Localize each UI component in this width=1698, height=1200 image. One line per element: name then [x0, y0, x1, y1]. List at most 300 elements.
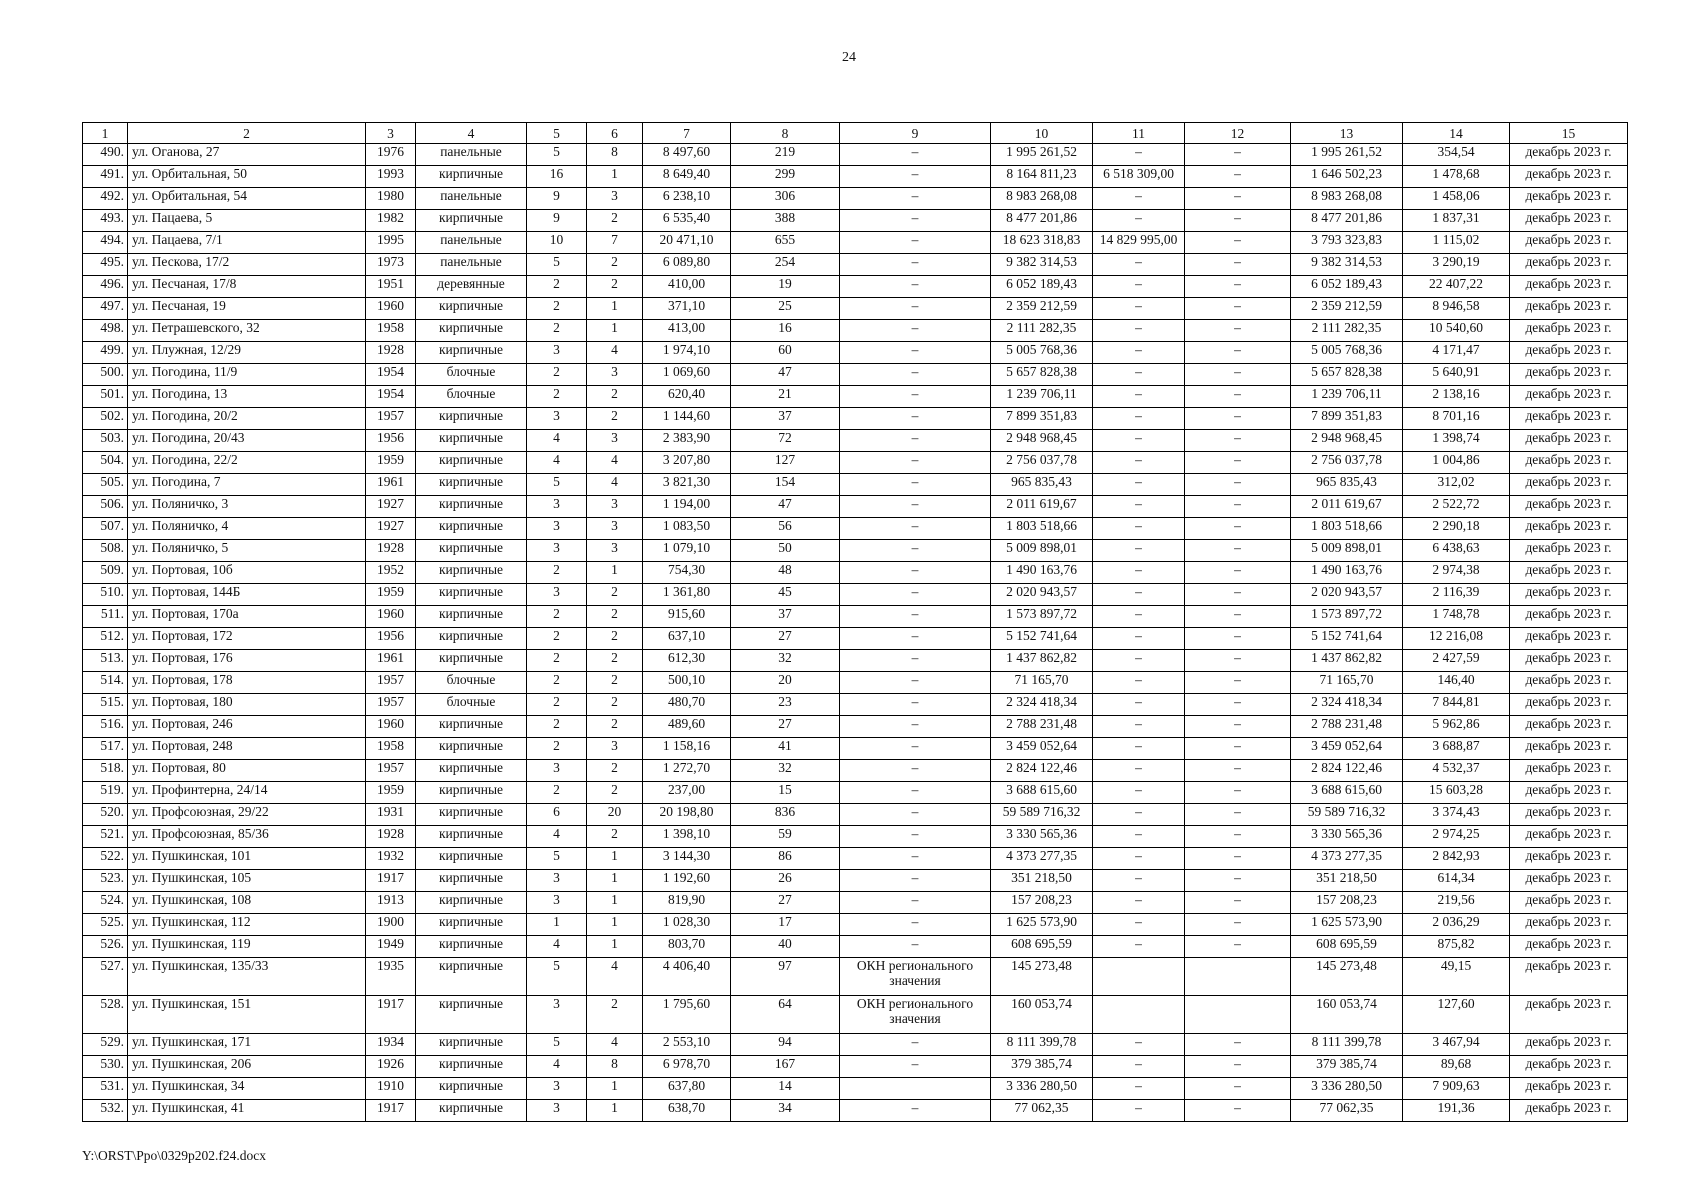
total-cost-cell: 2 824 122,46 — [991, 760, 1093, 782]
floors-cell: 4 — [527, 1056, 587, 1078]
cost-col-11-cell: – — [1093, 386, 1185, 408]
cost-col-11-cell: – — [1093, 562, 1185, 584]
cost-col-11-cell: – — [1093, 738, 1185, 760]
row-number-cell: 530. — [83, 1056, 128, 1078]
cost-per-unit-cell: 3 290,19 — [1403, 254, 1510, 276]
heritage-status-cell: – — [840, 804, 991, 826]
total-cost-cell: 1 437 862,82 — [991, 650, 1093, 672]
cost-per-unit-cell: 89,68 — [1403, 1056, 1510, 1078]
row-number-cell: 532. — [83, 1100, 128, 1122]
table-row — [83, 650, 1628, 672]
table-row — [83, 166, 1628, 188]
table-row — [83, 782, 1628, 804]
cost-col-12-cell: – — [1185, 342, 1291, 364]
cost-col-11-cell: – — [1093, 892, 1185, 914]
cost-col-11-cell: – — [1093, 144, 1185, 166]
residents-cell: 47 — [731, 496, 840, 518]
entrances-cell: 3 — [587, 188, 643, 210]
residents-cell: 45 — [731, 584, 840, 606]
residents-cell: 655 — [731, 232, 840, 254]
total-cost-cell: 2 324 418,34 — [991, 694, 1093, 716]
build-year-cell: 1928 — [366, 342, 416, 364]
cost-col-13-cell: 1 646 502,23 — [1291, 166, 1403, 188]
address-cell: ул. Пушкинская, 108 — [128, 892, 366, 914]
row-number-cell: 528. — [83, 996, 128, 1034]
build-year-cell: 1957 — [366, 694, 416, 716]
build-year-cell: 1960 — [366, 298, 416, 320]
build-year-cell: 1954 — [366, 364, 416, 386]
column-number-header: 2 — [128, 123, 366, 144]
wall-material-cell: кирпичные — [416, 452, 527, 474]
cost-col-11-cell: – — [1093, 452, 1185, 474]
deadline-cell: декабрь 2023 г. — [1510, 232, 1628, 254]
deadline-cell: декабрь 2023 г. — [1510, 936, 1628, 958]
cost-col-11-cell: – — [1093, 628, 1185, 650]
row-number-cell: 509. — [83, 562, 128, 584]
entrances-cell: 3 — [587, 430, 643, 452]
floors-cell: 3 — [527, 540, 587, 562]
address-cell: ул. Пушкинская, 105 — [128, 870, 366, 892]
heritage-status-cell: – — [840, 364, 991, 386]
heritage-status-cell: – — [840, 738, 991, 760]
area-cell: 1 079,10 — [643, 540, 731, 562]
total-cost-cell: 5 005 768,36 — [991, 342, 1093, 364]
residents-cell: 41 — [731, 738, 840, 760]
address-cell: ул. Пушкинская, 41 — [128, 1100, 366, 1122]
cost-col-11-cell: – — [1093, 760, 1185, 782]
area-cell: 2 383,90 — [643, 430, 731, 452]
deadline-cell: декабрь 2023 г. — [1510, 738, 1628, 760]
table-row — [83, 386, 1628, 408]
total-cost-cell: 18 623 318,83 — [991, 232, 1093, 254]
residents-cell: 388 — [731, 210, 840, 232]
wall-material-cell: панельные — [416, 232, 527, 254]
wall-material-cell: кирпичные — [416, 804, 527, 826]
wall-material-cell: кирпичные — [416, 298, 527, 320]
heritage-status-cell: – — [840, 826, 991, 848]
cost-per-unit-cell: 3 688,87 — [1403, 738, 1510, 760]
entrances-cell: 1 — [587, 562, 643, 584]
wall-material-cell: кирпичные — [416, 716, 527, 738]
entrances-cell: 2 — [587, 716, 643, 738]
build-year-cell: 1957 — [366, 672, 416, 694]
cost-per-unit-cell: 2 842,93 — [1403, 848, 1510, 870]
deadline-cell: декабрь 2023 г. — [1510, 694, 1628, 716]
cost-col-11-cell: – — [1093, 848, 1185, 870]
cost-col-12-cell: – — [1185, 914, 1291, 936]
residents-cell: 27 — [731, 628, 840, 650]
cost-per-unit-cell: 354,54 — [1403, 144, 1510, 166]
build-year-cell: 1982 — [366, 210, 416, 232]
heritage-status-cell: – — [840, 320, 991, 342]
cost-col-13-cell: 351 218,50 — [1291, 870, 1403, 892]
floors-cell: 2 — [527, 562, 587, 584]
area-cell: 819,90 — [643, 892, 731, 914]
cost-col-12-cell: – — [1185, 144, 1291, 166]
total-cost-cell: 1 239 706,11 — [991, 386, 1093, 408]
row-number-cell: 508. — [83, 540, 128, 562]
total-cost-cell: 9 382 314,53 — [991, 254, 1093, 276]
total-cost-cell: 2 111 282,35 — [991, 320, 1093, 342]
cost-col-11-cell: – — [1093, 650, 1185, 672]
row-number-cell: 520. — [83, 804, 128, 826]
build-year-cell: 1959 — [366, 584, 416, 606]
cost-col-12-cell: – — [1185, 188, 1291, 210]
entrances-cell: 4 — [587, 1034, 643, 1056]
deadline-cell: декабрь 2023 г. — [1510, 826, 1628, 848]
entrances-cell: 4 — [587, 342, 643, 364]
area-cell: 8 497,60 — [643, 144, 731, 166]
cost-per-unit-cell: 1 115,02 — [1403, 232, 1510, 254]
cost-col-13-cell: 1 490 163,76 — [1291, 562, 1403, 584]
area-cell: 637,10 — [643, 628, 731, 650]
heritage-status-cell: – — [840, 144, 991, 166]
floors-cell: 4 — [527, 936, 587, 958]
cost-col-11-cell: – — [1093, 540, 1185, 562]
address-cell: ул. Орбитальная, 50 — [128, 166, 366, 188]
entrances-cell: 3 — [587, 540, 643, 562]
wall-material-cell: панельные — [416, 188, 527, 210]
cost-per-unit-cell: 6 438,63 — [1403, 540, 1510, 562]
cost-per-unit-cell: 8 946,58 — [1403, 298, 1510, 320]
total-cost-cell: 4 373 277,35 — [991, 848, 1093, 870]
cost-col-12-cell: – — [1185, 672, 1291, 694]
total-cost-cell: 7 899 351,83 — [991, 408, 1093, 430]
heritage-status-cell — [840, 1078, 991, 1100]
cost-col-13-cell: 2 948 968,45 — [1291, 430, 1403, 452]
table-row — [83, 738, 1628, 760]
total-cost-cell: 5 152 741,64 — [991, 628, 1093, 650]
area-cell: 3 207,80 — [643, 452, 731, 474]
cost-col-12-cell: – — [1185, 518, 1291, 540]
total-cost-cell: 965 835,43 — [991, 474, 1093, 496]
table-row — [83, 210, 1628, 232]
row-number-cell: 525. — [83, 914, 128, 936]
cost-col-13-cell: 2 359 212,59 — [1291, 298, 1403, 320]
build-year-cell: 1928 — [366, 826, 416, 848]
wall-material-cell: кирпичные — [416, 540, 527, 562]
build-year-cell: 1958 — [366, 320, 416, 342]
entrances-cell: 2 — [587, 584, 643, 606]
build-year-cell: 1910 — [366, 1078, 416, 1100]
cost-col-12-cell: – — [1185, 232, 1291, 254]
entrances-cell: 2 — [587, 782, 643, 804]
entrances-cell: 2 — [587, 210, 643, 232]
residents-cell: 17 — [731, 914, 840, 936]
cost-col-12-cell: – — [1185, 584, 1291, 606]
deadline-cell: декабрь 2023 г. — [1510, 518, 1628, 540]
deadline-cell: декабрь 2023 г. — [1510, 166, 1628, 188]
deadline-cell: декабрь 2023 г. — [1510, 210, 1628, 232]
wall-material-cell: кирпичные — [416, 342, 527, 364]
entrances-cell: 8 — [587, 144, 643, 166]
housing-register-table — [82, 122, 1628, 1122]
cost-col-11-cell: – — [1093, 694, 1185, 716]
address-cell: ул. Орбитальная, 54 — [128, 188, 366, 210]
cost-col-13-cell: 1 803 518,66 — [1291, 518, 1403, 540]
entrances-cell: 7 — [587, 232, 643, 254]
entrances-cell: 1 — [587, 936, 643, 958]
entrances-cell: 1 — [587, 1078, 643, 1100]
heritage-status-cell: – — [840, 892, 991, 914]
row-number-cell: 531. — [83, 1078, 128, 1100]
cost-col-13-cell: 2 111 282,35 — [1291, 320, 1403, 342]
row-number-cell: 506. — [83, 496, 128, 518]
residents-cell: 32 — [731, 760, 840, 782]
column-number-header: 3 — [366, 123, 416, 144]
area-cell: 620,40 — [643, 386, 731, 408]
cost-col-13-cell: 608 695,59 — [1291, 936, 1403, 958]
residents-cell: 14 — [731, 1078, 840, 1100]
cost-per-unit-cell: 2 522,72 — [1403, 496, 1510, 518]
residents-cell: 26 — [731, 870, 840, 892]
floors-cell: 2 — [527, 364, 587, 386]
heritage-status-cell: – — [840, 914, 991, 936]
row-number-cell: 523. — [83, 870, 128, 892]
table-row — [83, 518, 1628, 540]
cost-col-12-cell: – — [1185, 848, 1291, 870]
build-year-cell: 1976 — [366, 144, 416, 166]
area-cell: 6 089,80 — [643, 254, 731, 276]
deadline-cell: декабрь 2023 г. — [1510, 452, 1628, 474]
cost-per-unit-cell: 1 004,86 — [1403, 452, 1510, 474]
floors-cell: 2 — [527, 782, 587, 804]
table-row — [83, 760, 1628, 782]
entrances-cell: 4 — [587, 958, 643, 996]
table-row — [83, 804, 1628, 826]
area-cell: 20 198,80 — [643, 804, 731, 826]
floors-cell: 4 — [527, 430, 587, 452]
cost-col-11-cell — [1093, 996, 1185, 1034]
floors-cell: 3 — [527, 584, 587, 606]
table-row — [83, 144, 1628, 166]
row-number-cell: 521. — [83, 826, 128, 848]
floors-cell: 3 — [527, 1078, 587, 1100]
address-cell: ул. Пушкинская, 119 — [128, 936, 366, 958]
build-year-cell: 1928 — [366, 540, 416, 562]
address-cell: ул. Портовая, 178 — [128, 672, 366, 694]
table-row — [83, 694, 1628, 716]
cost-col-13-cell: 1 625 573,90 — [1291, 914, 1403, 936]
cost-per-unit-cell: 2 036,29 — [1403, 914, 1510, 936]
address-cell: ул. Поляничко, 3 — [128, 496, 366, 518]
entrances-cell: 3 — [587, 518, 643, 540]
cost-col-13-cell: 71 165,70 — [1291, 672, 1403, 694]
cost-col-11-cell: – — [1093, 210, 1185, 232]
deadline-cell: декабрь 2023 г. — [1510, 672, 1628, 694]
residents-cell: 299 — [731, 166, 840, 188]
cost-per-unit-cell: 2 974,25 — [1403, 826, 1510, 848]
deadline-cell: декабрь 2023 г. — [1510, 562, 1628, 584]
build-year-cell: 1935 — [366, 958, 416, 996]
address-cell: ул. Пушкинская, 34 — [128, 1078, 366, 1100]
row-number-cell: 515. — [83, 694, 128, 716]
total-cost-cell: 3 336 280,50 — [991, 1078, 1093, 1100]
deadline-cell: декабрь 2023 г. — [1510, 540, 1628, 562]
residents-cell: 97 — [731, 958, 840, 996]
total-cost-cell: 1 803 518,66 — [991, 518, 1093, 540]
cost-col-12-cell: – — [1185, 1056, 1291, 1078]
column-number-header: 9 — [840, 123, 991, 144]
entrances-cell: 1 — [587, 870, 643, 892]
residents-cell: 64 — [731, 996, 840, 1034]
build-year-cell: 1932 — [366, 848, 416, 870]
area-cell: 1 361,80 — [643, 584, 731, 606]
cost-col-13-cell: 379 385,74 — [1291, 1056, 1403, 1078]
floors-cell: 2 — [527, 298, 587, 320]
build-year-cell: 1931 — [366, 804, 416, 826]
total-cost-cell: 3 688 615,60 — [991, 782, 1093, 804]
entrances-cell: 2 — [587, 826, 643, 848]
column-number-header: 14 — [1403, 123, 1510, 144]
cost-per-unit-cell: 10 540,60 — [1403, 320, 1510, 342]
address-cell: ул. Профсоюзная, 85/36 — [128, 826, 366, 848]
area-cell: 410,00 — [643, 276, 731, 298]
cost-col-13-cell: 1 239 706,11 — [1291, 386, 1403, 408]
heritage-status-cell: – — [840, 276, 991, 298]
row-number-cell: 499. — [83, 342, 128, 364]
cost-col-12-cell: – — [1185, 364, 1291, 386]
area-cell: 237,00 — [643, 782, 731, 804]
wall-material-cell: кирпичные — [416, 782, 527, 804]
cost-per-unit-cell: 7 909,63 — [1403, 1078, 1510, 1100]
cost-per-unit-cell: 1 478,68 — [1403, 166, 1510, 188]
row-number-cell: 517. — [83, 738, 128, 760]
table-row — [83, 474, 1628, 496]
heritage-status-cell: – — [840, 232, 991, 254]
residents-cell: 16 — [731, 320, 840, 342]
cost-col-13-cell: 3 330 565,36 — [1291, 826, 1403, 848]
floors-cell: 3 — [527, 1100, 587, 1122]
deadline-cell: декабрь 2023 г. — [1510, 870, 1628, 892]
row-number-cell: 497. — [83, 298, 128, 320]
floors-cell: 2 — [527, 276, 587, 298]
address-cell: ул. Профинтерна, 24/14 — [128, 782, 366, 804]
address-cell: ул. Пескова, 17/2 — [128, 254, 366, 276]
entrances-cell: 2 — [587, 254, 643, 276]
cost-per-unit-cell: 614,34 — [1403, 870, 1510, 892]
area-cell: 489,60 — [643, 716, 731, 738]
deadline-cell: декабрь 2023 г. — [1510, 188, 1628, 210]
cost-col-13-cell: 1 995 261,52 — [1291, 144, 1403, 166]
floors-cell: 3 — [527, 408, 587, 430]
deadline-cell: декабрь 2023 г. — [1510, 342, 1628, 364]
table-row — [83, 496, 1628, 518]
row-number-cell: 502. — [83, 408, 128, 430]
row-number-cell: 505. — [83, 474, 128, 496]
deadline-cell: декабрь 2023 г. — [1510, 254, 1628, 276]
cost-per-unit-cell: 1 837,31 — [1403, 210, 1510, 232]
cost-col-12-cell — [1185, 996, 1291, 1034]
heritage-status-cell: – — [840, 848, 991, 870]
deadline-cell: декабрь 2023 г. — [1510, 1100, 1628, 1122]
row-number-cell: 529. — [83, 1034, 128, 1056]
table-row — [83, 232, 1628, 254]
wall-material-cell: кирпичные — [416, 496, 527, 518]
address-cell: ул. Погодина, 20/2 — [128, 408, 366, 430]
residents-cell: 59 — [731, 826, 840, 848]
deadline-cell: декабрь 2023 г. — [1510, 386, 1628, 408]
cost-col-11-cell: – — [1093, 804, 1185, 826]
residents-cell: 306 — [731, 188, 840, 210]
total-cost-cell: 8 164 811,23 — [991, 166, 1093, 188]
floors-cell: 5 — [527, 848, 587, 870]
floors-cell: 2 — [527, 606, 587, 628]
wall-material-cell: кирпичные — [416, 628, 527, 650]
cost-col-12-cell: – — [1185, 870, 1291, 892]
cost-col-12-cell: – — [1185, 496, 1291, 518]
row-number-cell: 510. — [83, 584, 128, 606]
entrances-cell: 2 — [587, 694, 643, 716]
cost-col-12-cell: – — [1185, 540, 1291, 562]
cost-col-13-cell: 59 589 716,32 — [1291, 804, 1403, 826]
total-cost-cell: 8 477 201,86 — [991, 210, 1093, 232]
row-number-cell: 490. — [83, 144, 128, 166]
cost-col-11-cell: – — [1093, 1100, 1185, 1122]
cost-col-11-cell: – — [1093, 716, 1185, 738]
heritage-status-cell: – — [840, 298, 991, 320]
heritage-status-cell: – — [840, 1100, 991, 1122]
address-cell: ул. Поляничко, 5 — [128, 540, 366, 562]
floors-cell: 2 — [527, 650, 587, 672]
entrances-cell: 2 — [587, 760, 643, 782]
address-cell: ул. Профсоюзная, 29/22 — [128, 804, 366, 826]
floors-cell: 5 — [527, 144, 587, 166]
cost-col-12-cell: – — [1185, 320, 1291, 342]
residents-cell: 48 — [731, 562, 840, 584]
entrances-cell: 2 — [587, 606, 643, 628]
total-cost-cell: 379 385,74 — [991, 1056, 1093, 1078]
residents-cell: 56 — [731, 518, 840, 540]
table-row — [83, 298, 1628, 320]
heritage-status-cell: – — [840, 1056, 991, 1078]
area-cell: 8 649,40 — [643, 166, 731, 188]
entrances-cell: 2 — [587, 672, 643, 694]
area-cell: 6 535,40 — [643, 210, 731, 232]
table-row — [83, 996, 1628, 1034]
floors-cell: 9 — [527, 188, 587, 210]
entrances-cell: 2 — [587, 276, 643, 298]
address-cell: ул. Пушкинская, 135/33 — [128, 958, 366, 996]
build-year-cell: 1961 — [366, 650, 416, 672]
cost-per-unit-cell: 12 216,08 — [1403, 628, 1510, 650]
build-year-cell: 1980 — [366, 188, 416, 210]
table-row — [83, 826, 1628, 848]
column-number-header: 4 — [416, 123, 527, 144]
build-year-cell: 1927 — [366, 496, 416, 518]
row-number-cell: 511. — [83, 606, 128, 628]
area-cell: 1 069,60 — [643, 364, 731, 386]
table-row — [83, 892, 1628, 914]
deadline-cell: декабрь 2023 г. — [1510, 144, 1628, 166]
heritage-status-cell: – — [840, 782, 991, 804]
build-year-cell: 1952 — [366, 562, 416, 584]
wall-material-cell: кирпичные — [416, 320, 527, 342]
area-cell: 371,10 — [643, 298, 731, 320]
heritage-status-cell: – — [840, 936, 991, 958]
wall-material-cell: кирпичные — [416, 958, 527, 996]
total-cost-cell: 2 359 212,59 — [991, 298, 1093, 320]
table-row — [83, 914, 1628, 936]
cost-per-unit-cell: 191,36 — [1403, 1100, 1510, 1122]
cost-col-13-cell: 2 824 122,46 — [1291, 760, 1403, 782]
area-cell: 3 144,30 — [643, 848, 731, 870]
total-cost-cell: 3 459 052,64 — [991, 738, 1093, 760]
area-cell: 638,70 — [643, 1100, 731, 1122]
cost-col-11-cell: – — [1093, 320, 1185, 342]
build-year-cell: 1917 — [366, 870, 416, 892]
total-cost-cell: 1 490 163,76 — [991, 562, 1093, 584]
